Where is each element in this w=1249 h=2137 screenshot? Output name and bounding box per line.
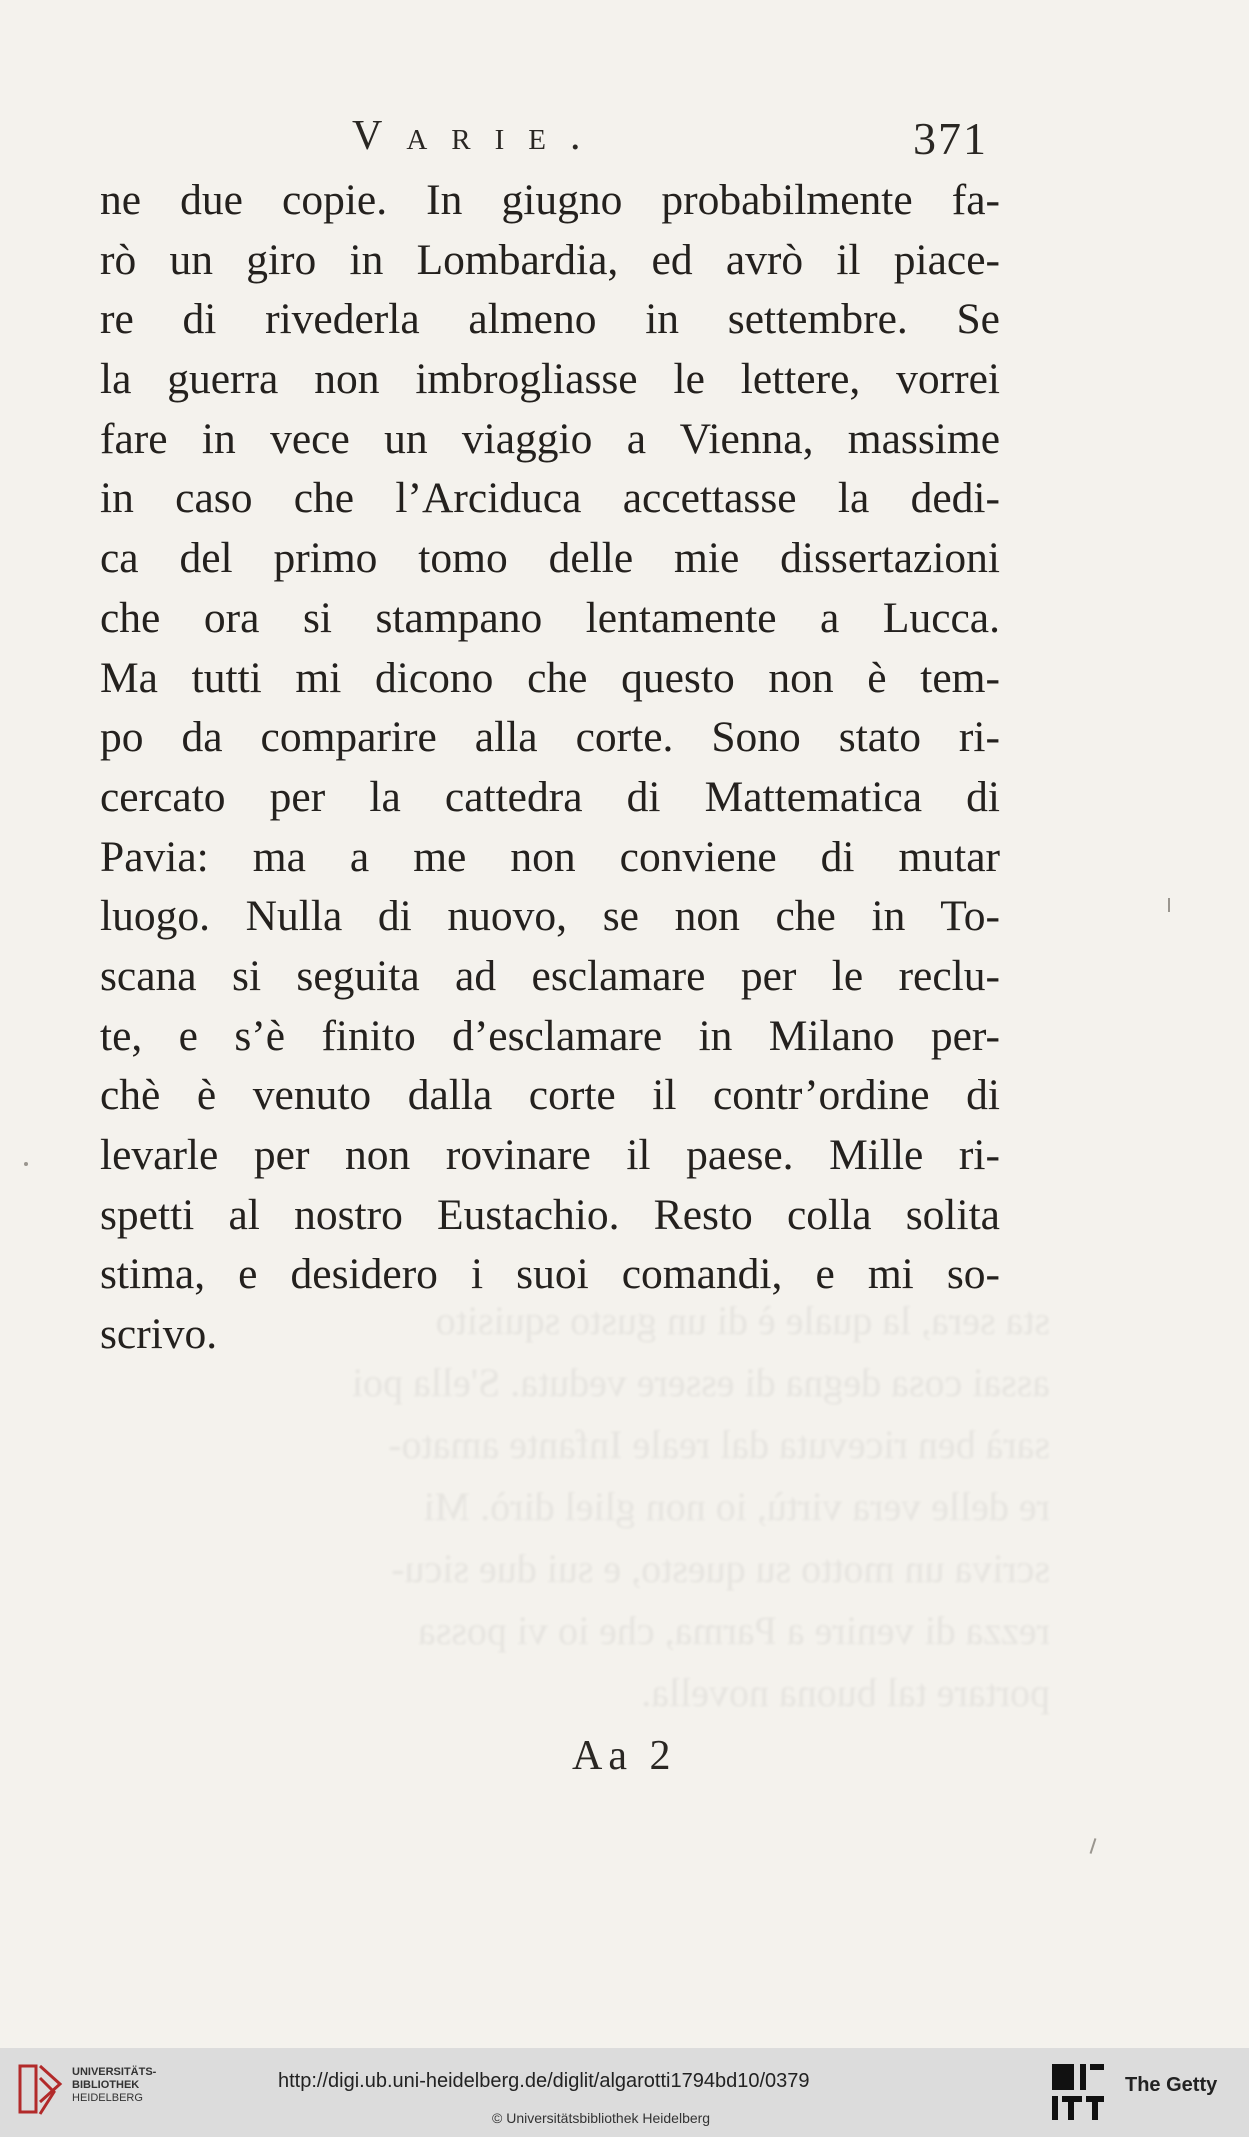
text-line: la guerra non imbrogliasse le lettere, vorrei <box>100 355 1000 404</box>
library-name <box>72 2066 156 2105</box>
show-through-text: sta sera, la quale è di un gusto squisito assai cosa degna di essere veduta. S'ella poi sarà ben ricevuta dal reale Infante amato- re delle vera virtù, io non gliel dirò. Mi scriva un motto su questo, e sui due sicu- rezza di venire a Parma, che io vi possa portare tal buona novella. <box>351 1298 1050 1715</box>
text-line: fare in vece un viaggio a Vienna, massime <box>100 414 1000 463</box>
text-line: cercato per la cattedra di Mattematica di <box>100 772 1000 821</box>
text-line: rò un giro in Lombardia, ed avrò il piace- <box>100 235 1000 284</box>
text-line: stima, e desidero i suoi comandi, e mi so- <box>100 1250 1000 1299</box>
text-line: spetti al nostro Eustachio. Resto colla solita <box>100 1190 1000 1239</box>
page-number: 371 <box>913 113 988 164</box>
text-line: che ora si stampano lentamente a Lucca. <box>100 593 1000 642</box>
paper-speck <box>1090 1838 1097 1854</box>
signature-mark: Aa 2 <box>572 1733 677 1779</box>
library-name-line: HEIDELBERG <box>72 2092 143 2104</box>
letter-body <box>100 171 1000 1365</box>
library-name-line: UNIVERSITÄTS- <box>72 2066 157 2078</box>
running-title: Varie. <box>352 113 605 159</box>
library-name-line: BIBLIOTHEK <box>72 2079 140 2091</box>
text-line: ne due copie. In giugno probabilmente fa- <box>100 176 1000 224</box>
text-line: levarle per non rovinare il paese. Mille ri- <box>100 1131 1000 1179</box>
text-line: chè è venuto dalla corte il contr’ordine di <box>100 1071 1000 1120</box>
heidelberg-library-logo-icon <box>14 2062 66 2118</box>
paper-speck <box>1168 898 1170 912</box>
text-line: po da comparire alla corte. Sono stato ri- <box>100 713 1000 762</box>
copyright-notice: © Universitätsbibliothek Heidelberg <box>492 2110 711 2126</box>
getty-logo-icon <box>1050 2062 1106 2122</box>
text-line: ca del primo tomo delle mie dissertazioni <box>100 534 1000 583</box>
text-line-last: scrivo. <box>100 1310 218 1359</box>
running-head <box>0 112 1249 172</box>
text-line: in caso che l’Arciduca accettasse la dedi- <box>100 474 1000 523</box>
getty-label: The Getty <box>1125 2074 1218 2096</box>
text-line: Pavia: ma a me non conviene di mutar <box>100 832 1000 881</box>
text-line: Ma tutti mi dicono che questo non è tem- <box>100 653 1000 702</box>
text-line: luogo. Nulla di nuovo, se non che in To- <box>100 892 1000 941</box>
text-line: scana si seguita ad esclamare per le reclu- <box>100 951 1000 1000</box>
text-line: te, e s’è finito d’esclamare in Milano per- <box>100 1011 1000 1060</box>
paper-speck <box>24 1162 28 1166</box>
permalink-url[interactable]: http://digi.ub.uni-heidelberg.de/diglit/algarotti1794bd10/0379 <box>278 2070 810 2092</box>
footer-bar <box>0 2048 1249 2137</box>
text-line: re di rivederla almeno in settembre. Se <box>100 295 1000 344</box>
